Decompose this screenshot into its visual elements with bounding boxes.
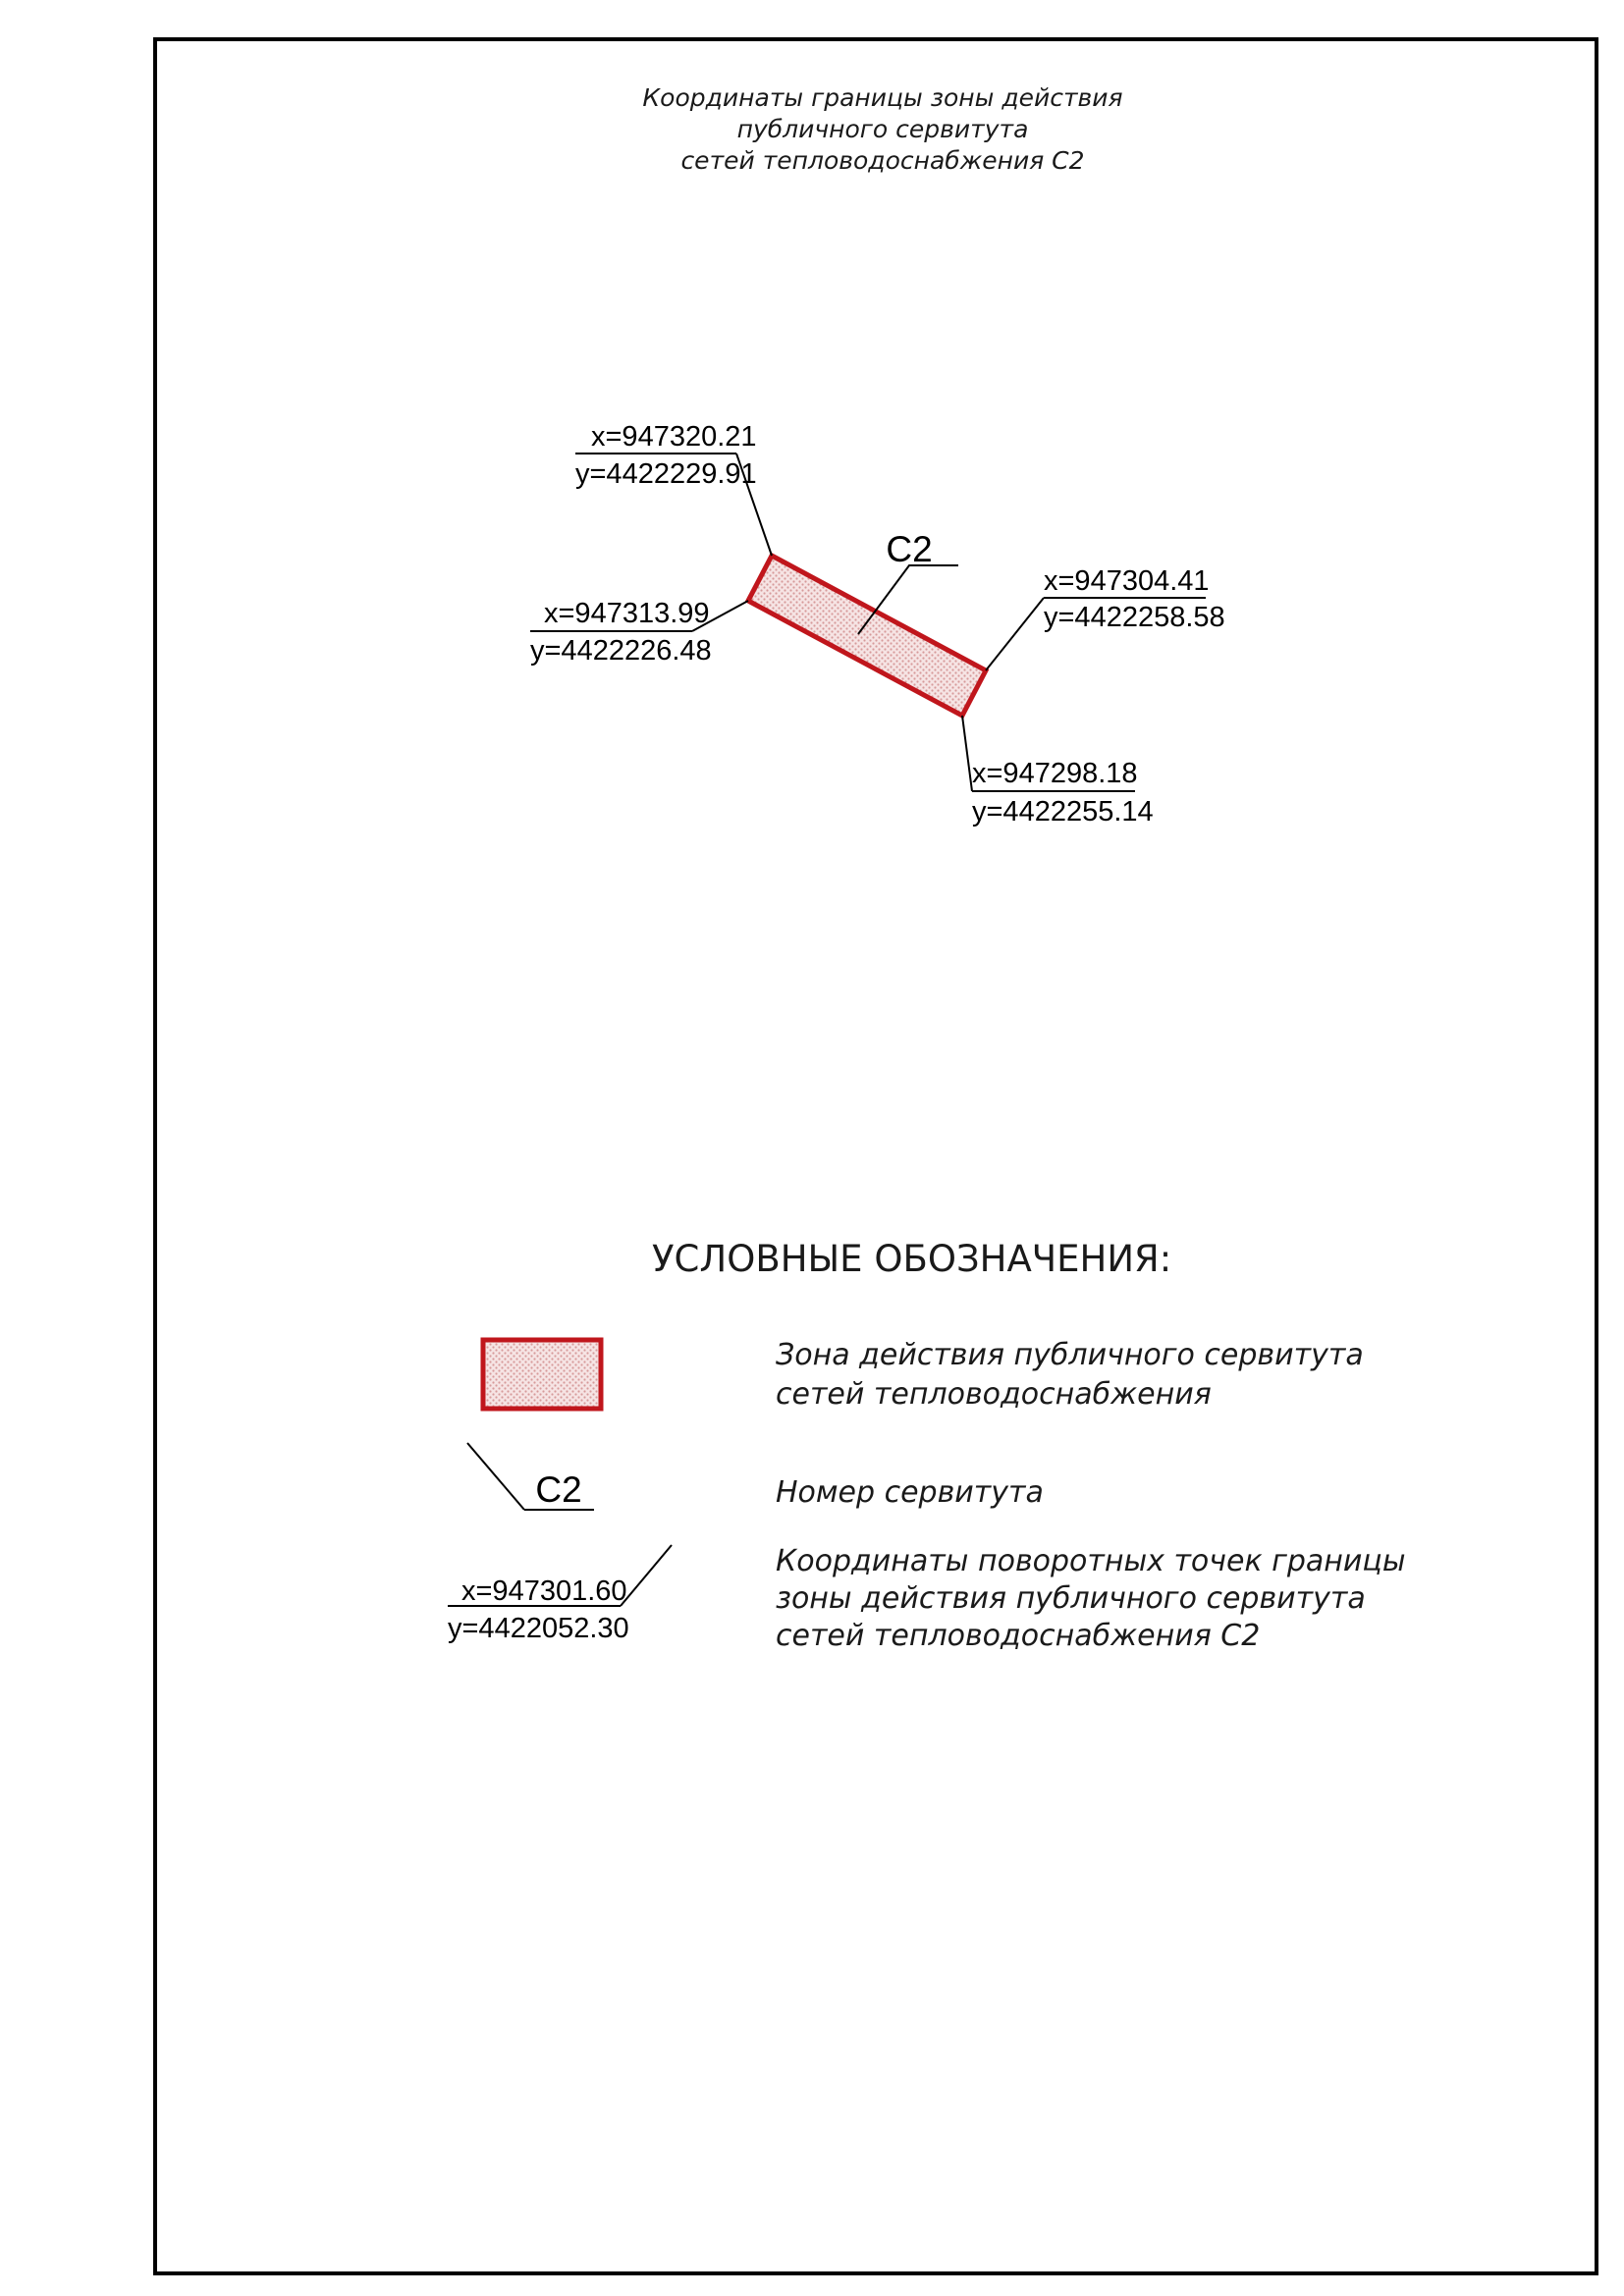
point-4-leader [962, 716, 972, 791]
title-line-3: сетей тепловодоснабжения С2 [680, 146, 1085, 175]
point-2-x: x=947304.41 [1044, 565, 1210, 597]
sheet-frame [155, 39, 1597, 2273]
legend-zone-swatch [483, 1340, 601, 1409]
legend-coords-x: x=947301.60 [461, 1575, 627, 1607]
point-3-x: x=947313.99 [544, 598, 710, 629]
point-4-x: x=947298.18 [972, 758, 1138, 789]
zone-number-label: С2 [886, 529, 933, 569]
legend-zone-text-1: Зона действия публичного сервитута [776, 1338, 1364, 1372]
legend-coords-text-2: зоны действия публичного сервитута [776, 1581, 1366, 1616]
point-1-x: x=947320.21 [591, 421, 757, 453]
legend-coords-y: y=4422052.30 [448, 1613, 629, 1644]
legend-number-leader [467, 1443, 524, 1510]
point-3-y: y=4422226.48 [530, 635, 712, 667]
legend-coords-leader [621, 1545, 672, 1606]
legend-number-label: С2 [535, 1469, 582, 1510]
easement-zone [748, 556, 986, 716]
point-1-y: y=4422229.91 [575, 458, 757, 490]
point-4-y: y=4422255.14 [972, 796, 1154, 828]
title-line-2: публичного сервитута [736, 115, 1029, 143]
legend-zone-text-2: сетей тепловодоснабжения [776, 1377, 1212, 1412]
point-2-y: y=4422258.58 [1044, 602, 1225, 633]
legend-coords-text-1: Координаты поворотных точек границы [776, 1544, 1406, 1578]
legend-coords-text-3: сетей тепловодоснабжения С2 [776, 1619, 1261, 1653]
point-2-leader [986, 598, 1044, 670]
legend-number-text: Номер сервитута [776, 1475, 1044, 1510]
legend-heading: УСЛОВНЫЕ ОБОЗНАЧЕНИЯ: [652, 1238, 1172, 1280]
title-line-1: Координаты границы зоны действия [642, 83, 1123, 112]
